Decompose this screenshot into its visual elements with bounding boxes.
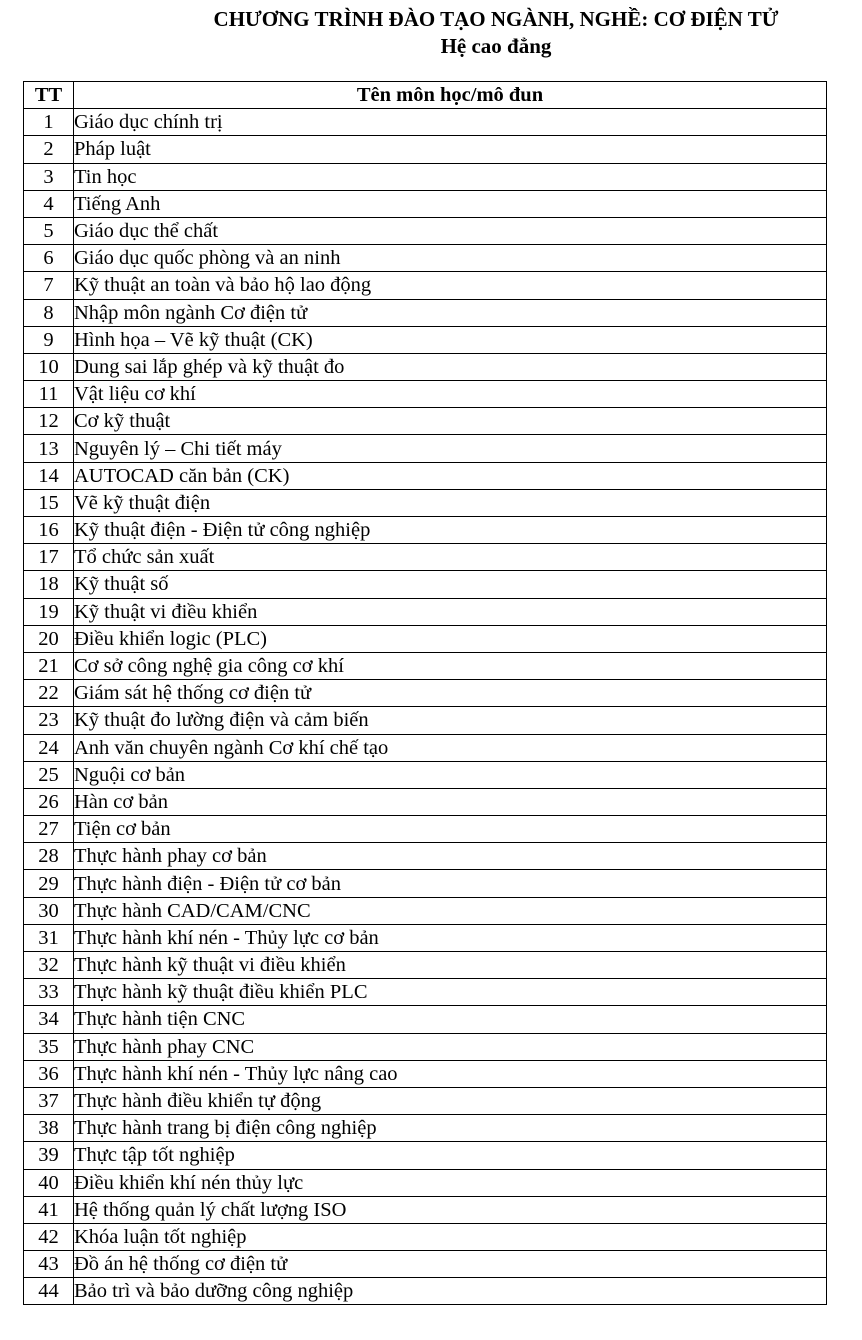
table-row [24,462,827,489]
subject-name: Cơ sở công nghệ gia công cơ khí [74,652,827,679]
table-row [24,897,827,924]
subject-name: AUTOCAD căn bản (CK) [74,462,827,489]
row-number: 15 [24,489,74,516]
row-number: 21 [24,652,74,679]
subject-name: Vật liệu cơ khí [74,381,827,408]
subject-name: Nguội cơ bản [74,761,827,788]
subject-name: Hàn cơ bản [74,788,827,815]
table-row [24,625,827,652]
subject-name: Thực hành điều khiển tự động [74,1087,827,1114]
table-row [24,136,827,163]
row-number: 32 [24,952,74,979]
subject-name: Thực hành phay cơ bản [74,843,827,870]
row-number: 41 [24,1196,74,1223]
table-row [24,924,827,951]
table-row [24,1223,827,1250]
subject-name: Thực hành kỹ thuật điều khiển PLC [74,979,827,1006]
row-number: 1 [24,109,74,136]
table-row [24,1060,827,1087]
table-row [24,734,827,761]
table-row [24,788,827,815]
table-row [24,435,827,462]
table-row [24,109,827,136]
row-number: 31 [24,924,74,951]
table-row [24,299,827,326]
subject-name: Giáo dục quốc phòng và an ninh [74,245,827,272]
row-number: 25 [24,761,74,788]
table-row [24,1142,827,1169]
table-row [24,1033,827,1060]
table-row [24,843,827,870]
row-number: 6 [24,245,74,272]
subject-name: Tiện cơ bản [74,816,827,843]
subject-name: Kỹ thuật an toàn và bảo hộ lao động [74,272,827,299]
header-name: Tên môn học/mô đun [74,82,827,109]
row-number: 9 [24,326,74,353]
row-number: 44 [24,1278,74,1305]
subject-name: Giáo dục thể chất [74,217,827,244]
table-row [24,190,827,217]
row-number: 13 [24,435,74,462]
table-body [24,109,827,1305]
subject-name: Giáo dục chính trị [74,109,827,136]
row-number: 23 [24,707,74,734]
table-row [24,1196,827,1223]
subject-name: Giám sát hệ thống cơ điện tử [74,680,827,707]
subject-name: Thực hành phay CNC [74,1033,827,1060]
row-number: 24 [24,734,74,761]
table-row [24,217,827,244]
row-number: 38 [24,1115,74,1142]
subject-name: Thực hành điện - Điện tử cơ bản [74,870,827,897]
table-row [24,1087,827,1114]
table-row [24,1251,827,1278]
header-tt: TT [24,82,74,109]
table-row [24,816,827,843]
table-row [24,870,827,897]
subject-name: Tiếng Anh [74,190,827,217]
row-number: 3 [24,163,74,190]
subject-name: Thực hành trang bị điện công nghiệp [74,1115,827,1142]
table-row [24,1006,827,1033]
subject-name: Thực hành CAD/CAM/CNC [74,897,827,924]
table-row [24,326,827,353]
row-number: 22 [24,680,74,707]
table-row [24,652,827,679]
table-row [24,680,827,707]
row-number: 4 [24,190,74,217]
row-number: 35 [24,1033,74,1060]
table-row [24,245,827,272]
row-number: 12 [24,408,74,435]
table-row [24,272,827,299]
table-row [24,952,827,979]
row-number: 8 [24,299,74,326]
subject-name: Thực hành khí nén - Thủy lực cơ bản [74,924,827,951]
table-row [24,979,827,1006]
table-row [24,707,827,734]
row-number: 29 [24,870,74,897]
row-number: 14 [24,462,74,489]
table-header-row [24,82,827,109]
row-number: 30 [24,897,74,924]
subject-name: Khóa luận tốt nghiệp [74,1223,827,1250]
row-number: 11 [24,381,74,408]
subject-name: Kỹ thuật điện - Điện tử công nghiệp [74,517,827,544]
table-row [24,761,827,788]
subject-name: Cơ kỹ thuật [74,408,827,435]
subject-name: Hình họa – Vẽ kỹ thuật (CK) [74,326,827,353]
subject-name: Nhập môn ngành Cơ điện tử [74,299,827,326]
row-number: 10 [24,353,74,380]
subject-name: Tổ chức sản xuất [74,544,827,571]
row-number: 40 [24,1169,74,1196]
table-row [24,544,827,571]
row-number: 39 [24,1142,74,1169]
subject-name: Kỹ thuật đo lường điện và cảm biến [74,707,827,734]
row-number: 27 [24,816,74,843]
subject-name: Điều khiển logic (PLC) [74,625,827,652]
row-number: 43 [24,1251,74,1278]
table-row [24,408,827,435]
subject-name: Tin học [74,163,827,190]
row-number: 33 [24,979,74,1006]
row-number: 2 [24,136,74,163]
row-number: 20 [24,625,74,652]
table-row [24,598,827,625]
subject-name: Anh văn chuyên ngành Cơ khí chế tạo [74,734,827,761]
subject-name: Thực hành khí nén - Thủy lực nâng cao [74,1060,827,1087]
document-title: CHƯƠNG TRÌNH ĐÀO TẠO NGÀNH, NGHỀ: CƠ ĐIỆN TỬ [213,7,779,31]
table-row [24,1169,827,1196]
subject-name: Thực hành kỹ thuật vi điều khiển [74,952,827,979]
subject-name: Thực hành tiện CNC [74,1006,827,1033]
subject-name: Kỹ thuật vi điều khiển [74,598,827,625]
table-row [24,1278,827,1305]
row-number: 36 [24,1060,74,1087]
subject-name: Thực tập tốt nghiệp [74,1142,827,1169]
row-number: 34 [24,1006,74,1033]
row-number: 26 [24,788,74,815]
row-number: 42 [24,1223,74,1250]
table-row [24,489,827,516]
subject-name: Điều khiển khí nén thủy lực [74,1169,827,1196]
subject-name: Hệ thống quản lý chất lượng ISO [74,1196,827,1223]
subject-name: Bảo trì và bảo dưỡng công nghiệp [74,1278,827,1305]
subject-name: Đồ án hệ thống cơ điện tử [74,1251,827,1278]
subject-name: Kỹ thuật số [74,571,827,598]
row-number: 37 [24,1087,74,1114]
row-number: 7 [24,272,74,299]
subject-name: Nguyên lý – Chi tiết máy [74,435,827,462]
row-number: 19 [24,598,74,625]
row-number: 18 [24,571,74,598]
table-row [24,517,827,544]
table-row [24,571,827,598]
curriculum-table [23,81,827,1305]
subject-name: Pháp luật [74,136,827,163]
table-row [24,1115,827,1142]
row-number: 16 [24,517,74,544]
document-subtitle: Hệ cao đẳng [440,34,552,58]
row-number: 28 [24,843,74,870]
row-number: 17 [24,544,74,571]
table-row [24,163,827,190]
row-number: 5 [24,217,74,244]
subject-name: Dung sai lắp ghép và kỹ thuật đo [74,353,827,380]
table-row [24,353,827,380]
subject-name: Vẽ kỹ thuật điện [74,489,827,516]
table-row [24,381,827,408]
